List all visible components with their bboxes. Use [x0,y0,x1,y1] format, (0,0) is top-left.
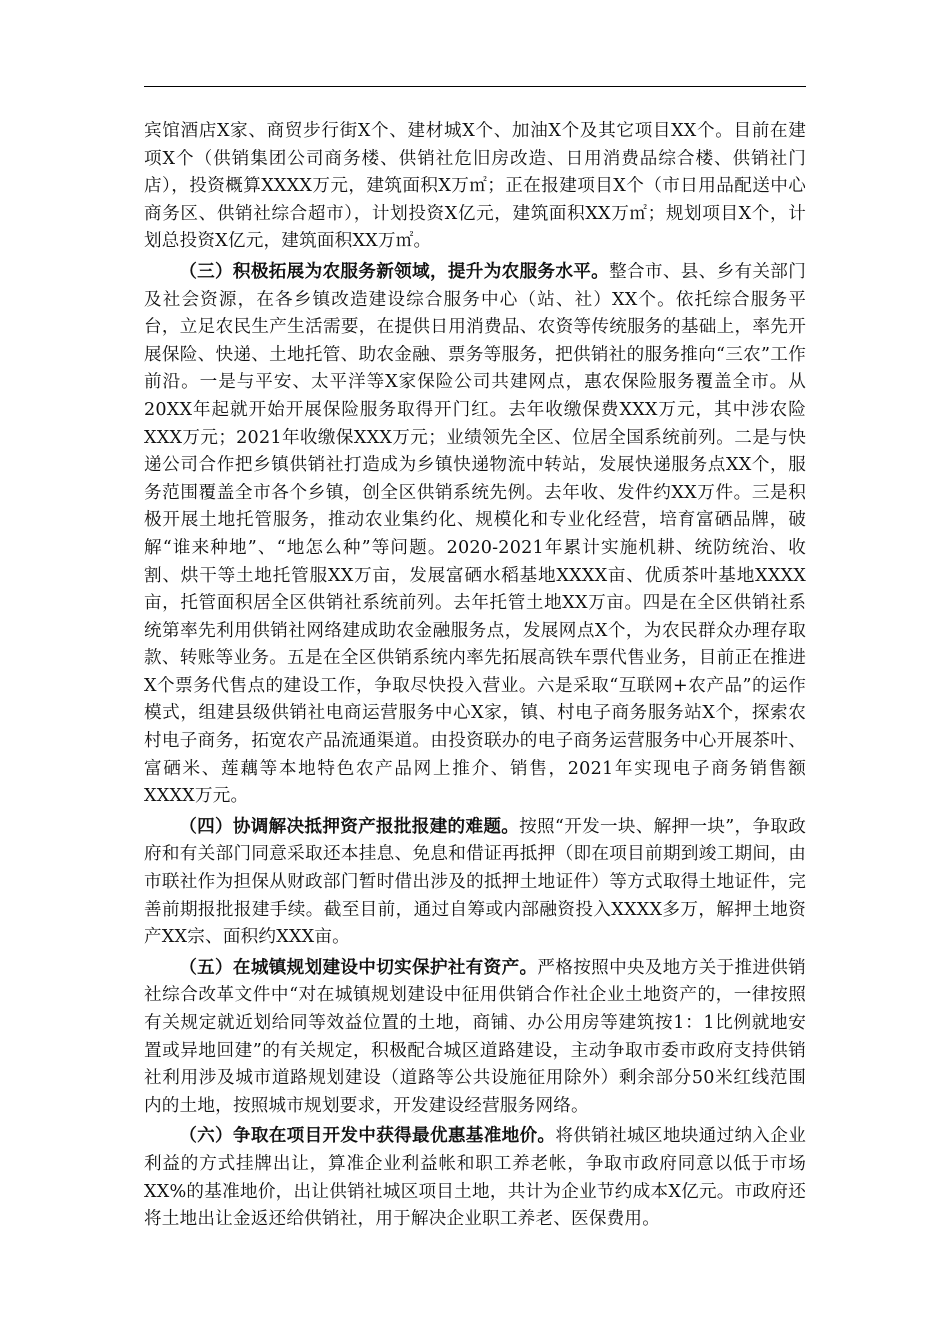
paragraph-text: 宾馆酒店X家、商贸步行街X个、建材城X个、加油X个及其它项目XX个。目前在建项X个（供销集团公司商务楼、供销社危旧房改造、日用消费品综合楼、供销社门店），投资概算XXXX万元，建筑面积X万㎡；正在报建项目X个（市日用品配送中心商务区、供销社综合超市），计划投资X亿元，建筑面积XX万㎡；规划项目X个，计划总投资X亿元，建筑面积XX万㎡。 [144,121,806,252]
section-heading: （六）争取在项目开发中获得最优惠基准地价。 [179,1125,556,1147]
paragraph-text: 整合市、县、乡有关部门及社会资源，在各乡镇改造建设综合服务中心（站、社）XX个。依托综合服务平台，立足农民生产生活需要，在提供日用消费品、农资等传统服务的基础上，率先开展保险、快递、土地托管、助农金融、票务等服务，把供销社的服务推向“三农”工作前沿。一是与平安、太平洋等X家保险公司共建网点，惠农保险服务覆盖全市。从20XX年起就开始开展保险服务取得开门红。去年收缴保费XXX万元，其中涉农险XXX万元；2021年收缴保XXX万元；业绩领先全区、位居全国系统前列。二是与快递公司合作把乡镇供销社打造成为乡镇快递物流中转站，发展快递服务点XX个，服务范围覆盖全市各个乡镇，创全区供销系统先例。去年收、发件约XX万件。三是积极开展土地托管服务，推动农业集约化、规模化和专业化经营，培育富硒品牌，破解“谁来种地”、“地怎么种”等问题。2020-2021年累计实施机耕、统防统治、收割、烘干等土地托管服XX万亩，发展富硒水稻基地XXXX亩、优质茶叶基地XXXX亩，托管面积居全区供销社系统前列。去年托管土地XX万亩。四是在全区供销社系统第率先利用供销社网络建成助农金融服务点，发展网点X个，为农民群众办理存取款、转账等业务。五是在全区供销系统内率先拓展高铁车票代售业务，目前正在推进X个票务代售点的建设工作，争取尽快投入营业。六是采取“互联网+农产品”的运作模式，组建县级供销社电商运营服务中心X家，镇、村电子商务服务站X个，探索农村电子商务，拓宽农产品流通渠道。由投资联办的电子商务运营服务中心开展茶叶、富硒米、莲藕等本地特色农产品网上推介、销售，2021年实现电子商务销售额XXXX万元。 [144,261,806,807]
paragraph-section-3 [144,258,806,811]
document-body [144,118,806,1236]
paragraph-project-summary [144,118,806,256]
paragraph-text: 按照“开发一块、解押一块”，争取政府和有关部门同意采取还本挂息、免息和借证再抵押（即在项目前期到竣工期间，由市联社作为担保从财政部门暂时借出涉及的抵押土地证件）等方式取得土地证件，完善前期报批报建手续。截至目前，通过自筹或内部融资投入XXXX多万，解押土地资产XX宗、面积约XXX亩。 [144,816,807,948]
paragraph-section-6 [144,1122,806,1233]
section-heading: （五）在城镇规划建设中切实保护社有资产。 [179,956,538,978]
paragraph-section-4 [144,813,806,952]
header-rule [144,86,806,87]
paragraph-text: 严格按照中央及地方关于推进供销社综合改革文件中“对在城镇规划建设中征用供销合作社企业土地资产的，一律按照有关规定就近划给同等效益位置的土地，商铺、办公用房等建筑按1：1比例就地安置或异地回建”的有关规定，积极配合城区道路建设，主动争取市委市政府支持供销社利用涉及城市道路规划建设（道路等公共设施征用除外）剩余部分50米红线范围内的土地，按照城市规划要求，开发建设经营服务网络。 [144,957,806,1116]
section-heading: （三）积极拓展为农服务新领域，提升为农服务水平。 [179,260,610,282]
paragraph-section-5 [144,954,806,1121]
paragraph-text: 将供销社城区地块通过纳入企业利益的方式挂牌出让，算准企业利益帐和职工养老帐，争取市政府同意以低于市场XX%的基准地价，出让供销社城区项目土地，共计为企业节约成本X亿元。市政府还将土地出让金返还给供销社，用于解决企业职工养老、医保费用。 [144,1126,806,1230]
section-heading: （四）协调解决抵押资产报批报建的难题。 [179,815,520,837]
